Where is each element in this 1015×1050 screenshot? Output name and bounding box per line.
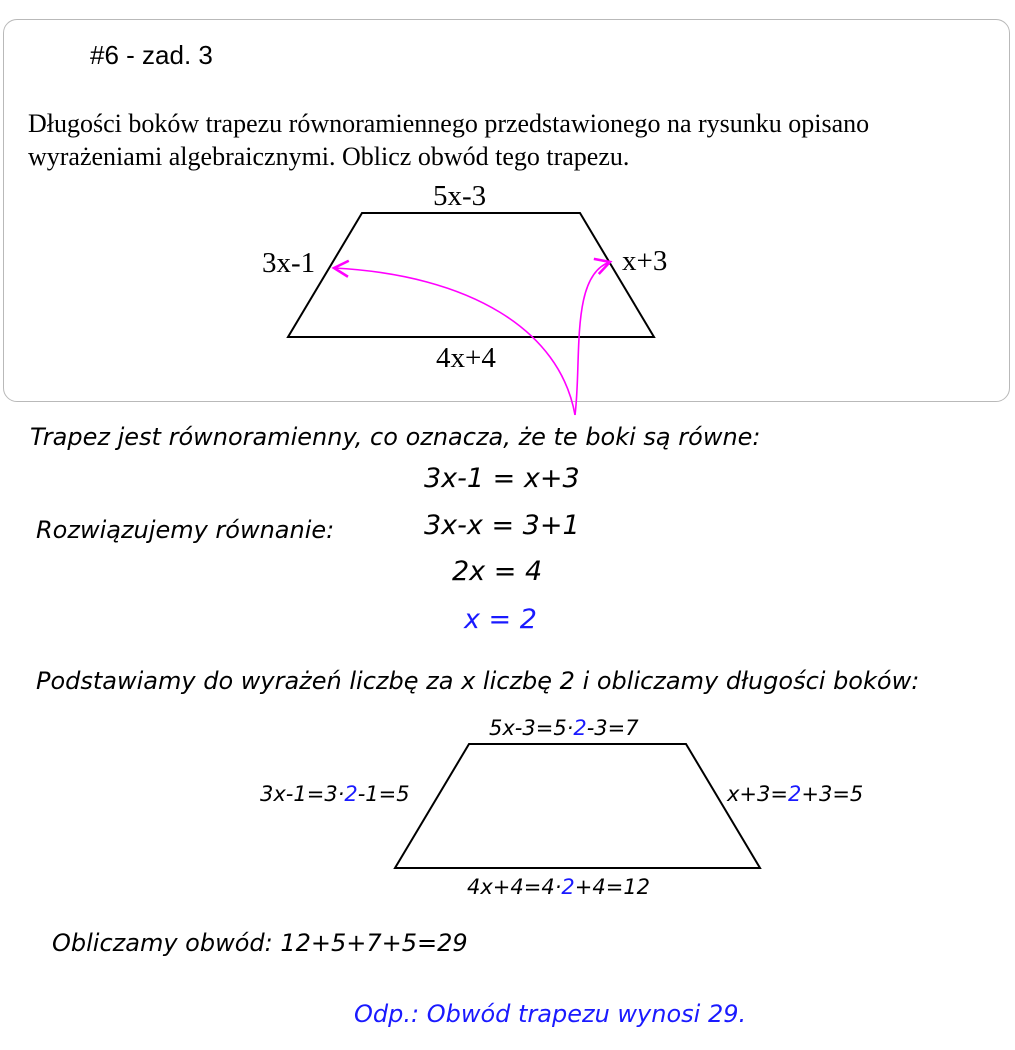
arrow-to-right-side <box>575 262 610 415</box>
side-right-x: 2 <box>787 782 802 806</box>
side-bottom-pre: 4x+4=4· <box>467 875 562 899</box>
side-right-post: +3=5 <box>801 782 864 806</box>
trapezoid-1 <box>288 213 654 337</box>
answer: Odp.: Obwód trapezu wynosi 29. <box>354 1000 747 1028</box>
side-right-pre: x+3= <box>727 782 788 806</box>
side-top-pre: 5x-3=5· <box>489 716 574 740</box>
task-text-line-2: wyrażeniami algebraicznymi. Oblicz obwód tego trapezu. <box>28 142 630 171</box>
equation: 3x-1 = x+3 <box>424 463 580 494</box>
equation-step-2: 2x = 4 <box>452 556 543 587</box>
side-top-x: 2 <box>573 716 587 740</box>
equation-result: x = 2 <box>464 604 537 635</box>
side-bottom-x: 2 <box>561 875 575 899</box>
figure-top-label: 5x-3 <box>433 180 487 212</box>
side-left-pre: 3x-1=3· <box>260 782 345 806</box>
figure-bottom-label: 4x+4 <box>436 342 496 374</box>
side-top-calc <box>489 716 639 740</box>
perimeter-calc: Obliczamy obwód: 12+5+7+5=29 <box>52 929 468 957</box>
trapezoid-2 <box>395 744 760 868</box>
substitution-text: Podstawiamy do wyrażeń liczbę za x liczbę 2 i obliczamy długości boków: <box>36 667 920 695</box>
figure-right-label: x+3 <box>622 245 668 277</box>
side-bottom-calc <box>467 875 650 899</box>
side-bottom-post: +4=12 <box>574 875 651 899</box>
side-left-calc <box>260 782 410 806</box>
task-text-line-1: Długości boków trapezu równoramiennego przedstawionego na rysunku opisano <box>28 109 870 138</box>
task-number: #6 - zad. 3 <box>90 40 213 70</box>
solving-label: Rozwiązujemy równanie: <box>36 516 335 544</box>
equation-step-1: 3x-x = 3+1 <box>424 510 580 541</box>
side-left-post: -1=5 <box>357 782 410 806</box>
side-top-post: -3=7 <box>586 716 639 740</box>
figure-left-label: 3x-1 <box>262 247 316 279</box>
side-right-calc <box>727 782 863 806</box>
equal-sides-note: Trapez jest równoramienny, co oznacza, że te boki są równe: <box>30 423 761 451</box>
side-left-x: 2 <box>344 782 358 806</box>
